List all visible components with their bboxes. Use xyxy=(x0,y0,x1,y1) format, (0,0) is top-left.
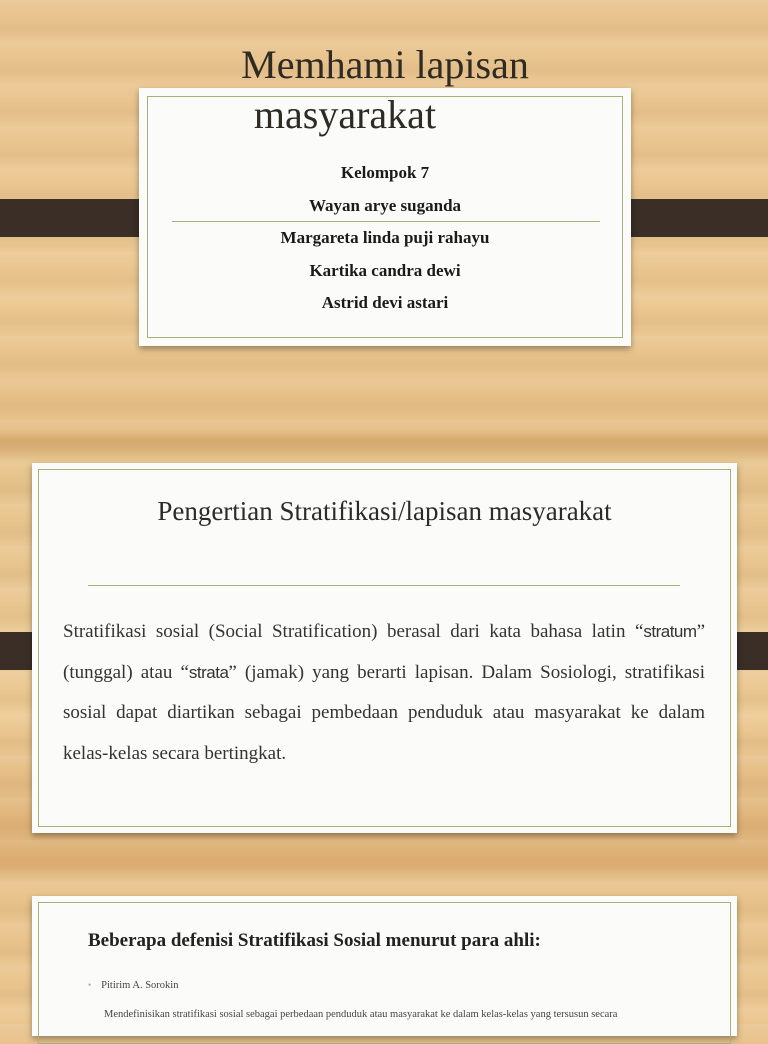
group-label: Kelompok 7 xyxy=(340,163,430,182)
title-line-2: masyarakat xyxy=(253,92,437,137)
section-heading: Pengertian Stratifikasi/lapisan masyarakat xyxy=(157,496,612,526)
member-name: Wayan arye suganda xyxy=(308,195,462,215)
section-heading: Beberapa defenisi Stratifikasi Sosial menurut para ahli: xyxy=(88,930,541,951)
bullet-icon: • xyxy=(88,980,92,990)
title-line-1: Memhami lapisan xyxy=(241,42,529,87)
definition-paragraph: Stratifikasi sosial (Social Stratification) berasal dari kata bahasa latin “stratum” (tunggal) atau “strata” (jamak) yang berarti lapisan. Dalam Sosiologi, stratifikasi sosial dapat diartikan sebagai pembedaan penduduk atau masyarakat ke dalam kelas-kelas secara bertingkat. xyxy=(63,621,705,764)
expert-name: Pitirim A. Sorokin xyxy=(101,980,179,991)
term-strata: strata xyxy=(188,662,229,682)
left-binder-bar xyxy=(0,199,155,237)
heading-divider xyxy=(88,585,680,586)
expert-definition: Mendefinisikan stratifikasi sosial sebagai perbedaan penduduk atau masyarakat ke dalam kelas-kelas yang tersusun secara xyxy=(104,1009,618,1020)
member-name: Kartika candra dewi xyxy=(309,260,461,280)
member-list xyxy=(140,157,630,320)
member-name: Astrid devi astari xyxy=(321,293,449,312)
term-stratum: stratum xyxy=(643,622,697,641)
right-binder-bar xyxy=(613,199,768,237)
slide-title xyxy=(140,40,630,140)
list-item xyxy=(88,980,178,991)
card-inner-border xyxy=(38,902,731,1044)
member-name: Margareta linda puji rahayu xyxy=(280,228,490,247)
